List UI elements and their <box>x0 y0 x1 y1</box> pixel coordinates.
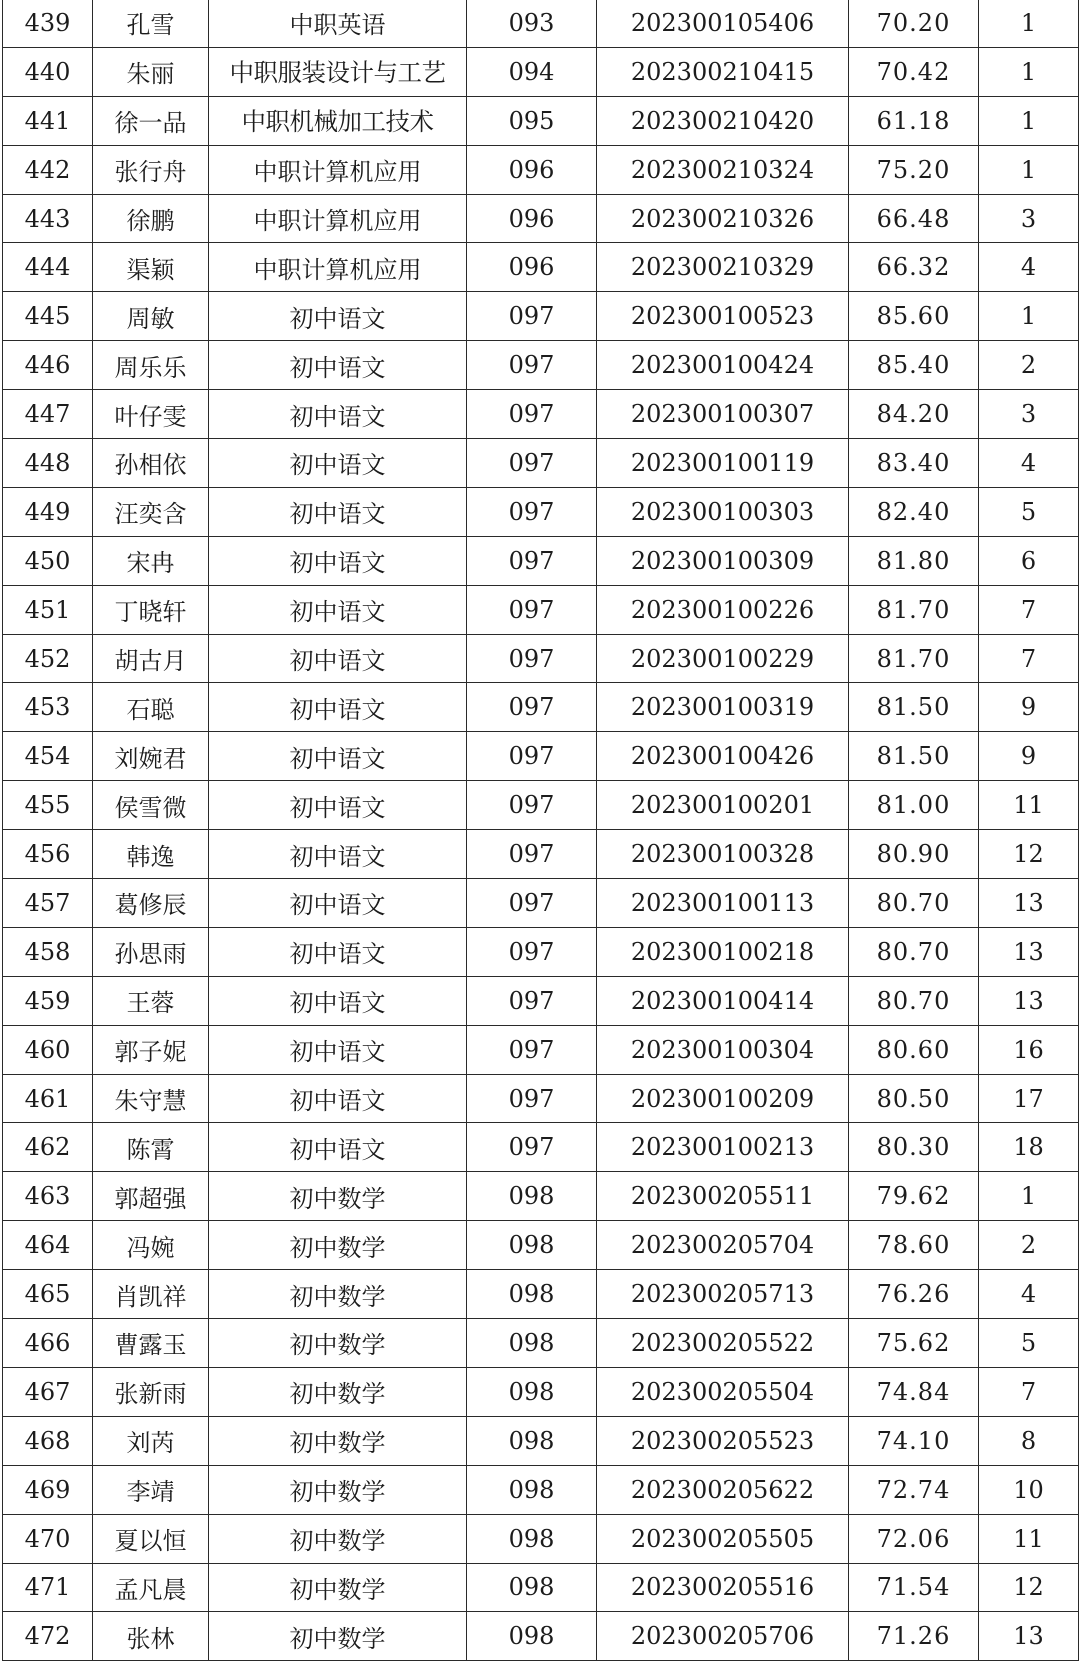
seq-cell: 443 <box>3 194 93 243</box>
subject-cell: 初中语文 <box>209 830 467 879</box>
position-code-cell: 096 <box>467 194 597 243</box>
rank-cell: 1 <box>979 96 1079 145</box>
table-row <box>3 292 1079 341</box>
subject-cell: 初中数学 <box>209 1612 467 1661</box>
table-row <box>3 1612 1079 1661</box>
ticket-number-cell: 202300100229 <box>597 634 849 683</box>
name-cell: 孙相依 <box>93 439 209 488</box>
name-cell: 丁晓轩 <box>93 585 209 634</box>
name-cell: 韩逸 <box>93 830 209 879</box>
score-cell: 76.26 <box>849 1270 979 1319</box>
seq-cell: 458 <box>3 927 93 976</box>
subject-cell: 初中数学 <box>209 1172 467 1221</box>
name-cell: 曹露玉 <box>93 1319 209 1368</box>
name-cell: 郭超强 <box>93 1172 209 1221</box>
subject-cell: 初中数学 <box>209 1465 467 1514</box>
score-cell: 83.40 <box>849 439 979 488</box>
name-cell: 宋冉 <box>93 536 209 585</box>
rank-cell: 17 <box>979 1074 1079 1123</box>
subject-cell: 初中数学 <box>209 1416 467 1465</box>
seq-cell: 441 <box>3 96 93 145</box>
position-code-cell: 097 <box>467 683 597 732</box>
table-row <box>3 439 1079 488</box>
ticket-number-cell: 202300210420 <box>597 96 849 145</box>
score-cell: 82.40 <box>849 487 979 536</box>
table-row <box>3 1270 1079 1319</box>
seq-cell: 470 <box>3 1514 93 1563</box>
ticket-number-cell: 202300205522 <box>597 1319 849 1368</box>
ticket-number-cell: 202300100218 <box>597 927 849 976</box>
score-cell: 75.62 <box>849 1319 979 1368</box>
name-cell: 张林 <box>93 1612 209 1661</box>
name-cell: 肖凯祥 <box>93 1270 209 1319</box>
rank-cell: 13 <box>979 879 1079 928</box>
table-row <box>3 879 1079 928</box>
subject-cell: 中职计算机应用 <box>209 194 467 243</box>
name-cell: 徐一品 <box>93 96 209 145</box>
rank-cell: 11 <box>979 781 1079 830</box>
table-row <box>3 732 1079 781</box>
position-code-cell: 098 <box>467 1319 597 1368</box>
rank-cell: 10 <box>979 1465 1079 1514</box>
table-row <box>3 976 1079 1025</box>
position-code-cell: 098 <box>467 1612 597 1661</box>
name-cell: 刘芮 <box>93 1416 209 1465</box>
subject-cell: 中职服装设计与工艺 <box>209 47 467 96</box>
seq-cell: 452 <box>3 634 93 683</box>
ticket-number-cell: 202300205516 <box>597 1563 849 1612</box>
subject-cell: 初中语文 <box>209 732 467 781</box>
table-row <box>3 1123 1079 1172</box>
subject-cell: 初中语文 <box>209 439 467 488</box>
seq-cell: 455 <box>3 781 93 830</box>
ticket-number-cell: 202300210326 <box>597 194 849 243</box>
table-row <box>3 585 1079 634</box>
seq-cell: 460 <box>3 1025 93 1074</box>
score-cell: 81.80 <box>849 536 979 585</box>
subject-cell: 初中数学 <box>209 1563 467 1612</box>
position-code-cell: 097 <box>467 976 597 1025</box>
position-code-cell: 097 <box>467 341 597 390</box>
rank-cell: 3 <box>979 390 1079 439</box>
rank-cell: 5 <box>979 487 1079 536</box>
subject-cell: 中职机械加工技术 <box>209 96 467 145</box>
position-code-cell: 097 <box>467 781 597 830</box>
ticket-number-cell: 202300100209 <box>597 1074 849 1123</box>
seq-cell: 472 <box>3 1612 93 1661</box>
subject-cell: 初中数学 <box>209 1319 467 1368</box>
score-cell: 79.62 <box>849 1172 979 1221</box>
name-cell: 葛修辰 <box>93 879 209 928</box>
table-row <box>3 243 1079 292</box>
seq-cell: 447 <box>3 390 93 439</box>
position-code-cell: 098 <box>467 1367 597 1416</box>
seq-cell: 461 <box>3 1074 93 1123</box>
table-row <box>3 341 1079 390</box>
position-code-cell: 097 <box>467 536 597 585</box>
rank-cell: 8 <box>979 1416 1079 1465</box>
rank-cell: 13 <box>979 976 1079 1025</box>
seq-cell: 465 <box>3 1270 93 1319</box>
seq-cell: 457 <box>3 879 93 928</box>
rank-cell: 11 <box>979 1514 1079 1563</box>
name-cell: 渠颖 <box>93 243 209 292</box>
rank-cell: 13 <box>979 1612 1079 1661</box>
table-row <box>3 47 1079 96</box>
table-row <box>3 487 1079 536</box>
score-cell: 70.42 <box>849 47 979 96</box>
name-cell: 朱丽 <box>93 47 209 96</box>
score-cell: 74.10 <box>849 1416 979 1465</box>
name-cell: 徐鹏 <box>93 194 209 243</box>
rank-cell: 12 <box>979 830 1079 879</box>
table-row <box>3 1514 1079 1563</box>
score-cell: 80.70 <box>849 927 979 976</box>
position-code-cell: 097 <box>467 1025 597 1074</box>
seq-cell: 453 <box>3 683 93 732</box>
subject-cell: 初中数学 <box>209 1514 467 1563</box>
ticket-number-cell: 202300205706 <box>597 1612 849 1661</box>
seq-cell: 450 <box>3 536 93 585</box>
ticket-number-cell: 202300210329 <box>597 243 849 292</box>
results-table <box>2 0 1079 1661</box>
rank-cell: 6 <box>979 536 1079 585</box>
ticket-number-cell: 202300205523 <box>597 1416 849 1465</box>
rank-cell: 7 <box>979 585 1079 634</box>
ticket-number-cell: 202300100119 <box>597 439 849 488</box>
ticket-number-cell: 202300100426 <box>597 732 849 781</box>
subject-cell: 初中语文 <box>209 1074 467 1123</box>
seq-cell: 466 <box>3 1319 93 1368</box>
rank-cell: 1 <box>979 1172 1079 1221</box>
seq-cell: 442 <box>3 145 93 194</box>
subject-cell: 初中语文 <box>209 487 467 536</box>
score-cell: 80.50 <box>849 1074 979 1123</box>
position-code-cell: 098 <box>467 1172 597 1221</box>
position-code-cell: 098 <box>467 1514 597 1563</box>
rank-cell: 1 <box>979 47 1079 96</box>
score-cell: 70.20 <box>849 0 979 47</box>
position-code-cell: 098 <box>467 1270 597 1319</box>
seq-cell: 462 <box>3 1123 93 1172</box>
position-code-cell: 094 <box>467 47 597 96</box>
ticket-number-cell: 202300205505 <box>597 1514 849 1563</box>
name-cell: 孔雪 <box>93 0 209 47</box>
position-code-cell: 095 <box>467 96 597 145</box>
ticket-number-cell: 202300100328 <box>597 830 849 879</box>
seq-cell: 446 <box>3 341 93 390</box>
score-cell: 71.54 <box>849 1563 979 1612</box>
name-cell: 夏以恒 <box>93 1514 209 1563</box>
position-code-cell: 097 <box>467 879 597 928</box>
ticket-number-cell: 202300210324 <box>597 145 849 194</box>
position-code-cell: 097 <box>467 292 597 341</box>
score-sheet <box>2 0 1078 1661</box>
table-row <box>3 536 1079 585</box>
table-row <box>3 781 1079 830</box>
ticket-number-cell: 202300100303 <box>597 487 849 536</box>
subject-cell: 中职计算机应用 <box>209 243 467 292</box>
name-cell: 周乐乐 <box>93 341 209 390</box>
score-cell: 66.48 <box>849 194 979 243</box>
ticket-number-cell: 202300100424 <box>597 341 849 390</box>
rank-cell: 1 <box>979 0 1079 47</box>
seq-cell: 439 <box>3 0 93 47</box>
score-cell: 80.30 <box>849 1123 979 1172</box>
position-code-cell: 098 <box>467 1221 597 1270</box>
table-row <box>3 1172 1079 1221</box>
subject-cell: 初中数学 <box>209 1270 467 1319</box>
subject-cell: 初中语文 <box>209 341 467 390</box>
score-cell: 78.60 <box>849 1221 979 1270</box>
rank-cell: 4 <box>979 1270 1079 1319</box>
rank-cell: 7 <box>979 634 1079 683</box>
name-cell: 李靖 <box>93 1465 209 1514</box>
score-cell: 80.90 <box>849 830 979 879</box>
table-row <box>3 194 1079 243</box>
subject-cell: 中职计算机应用 <box>209 145 467 194</box>
table-row <box>3 1563 1079 1612</box>
name-cell: 石聪 <box>93 683 209 732</box>
subject-cell: 中职英语 <box>209 0 467 47</box>
score-cell: 74.84 <box>849 1367 979 1416</box>
ticket-number-cell: 202300205704 <box>597 1221 849 1270</box>
seq-cell: 440 <box>3 47 93 96</box>
score-cell: 81.00 <box>849 781 979 830</box>
position-code-cell: 097 <box>467 487 597 536</box>
name-cell: 朱守慧 <box>93 1074 209 1123</box>
seq-cell: 456 <box>3 830 93 879</box>
table-row <box>3 1416 1079 1465</box>
score-cell: 80.60 <box>849 1025 979 1074</box>
position-code-cell: 097 <box>467 634 597 683</box>
rank-cell: 1 <box>979 292 1079 341</box>
table-row <box>3 1025 1079 1074</box>
ticket-number-cell: 202300100307 <box>597 390 849 439</box>
rank-cell: 7 <box>979 1367 1079 1416</box>
subject-cell: 初中语文 <box>209 634 467 683</box>
name-cell: 侯雪微 <box>93 781 209 830</box>
rank-cell: 9 <box>979 683 1079 732</box>
score-cell: 75.20 <box>849 145 979 194</box>
rank-cell: 3 <box>979 194 1079 243</box>
ticket-number-cell: 202300100319 <box>597 683 849 732</box>
ticket-number-cell: 202300205511 <box>597 1172 849 1221</box>
rank-cell: 1 <box>979 145 1079 194</box>
rank-cell: 2 <box>979 1221 1079 1270</box>
position-code-cell: 097 <box>467 1074 597 1123</box>
ticket-number-cell: 202300205504 <box>597 1367 849 1416</box>
score-cell: 84.20 <box>849 390 979 439</box>
rank-cell: 2 <box>979 341 1079 390</box>
table-row <box>3 1465 1079 1514</box>
seq-cell: 449 <box>3 487 93 536</box>
ticket-number-cell: 202300210415 <box>597 47 849 96</box>
seq-cell: 444 <box>3 243 93 292</box>
rank-cell: 16 <box>979 1025 1079 1074</box>
name-cell: 冯婉 <box>93 1221 209 1270</box>
subject-cell: 初中语文 <box>209 1123 467 1172</box>
position-code-cell: 098 <box>467 1465 597 1514</box>
score-cell: 81.70 <box>849 585 979 634</box>
subject-cell: 初中语文 <box>209 683 467 732</box>
name-cell: 张新雨 <box>93 1367 209 1416</box>
subject-cell: 初中数学 <box>209 1221 467 1270</box>
position-code-cell: 096 <box>467 145 597 194</box>
name-cell: 刘婉君 <box>93 732 209 781</box>
position-code-cell: 097 <box>467 732 597 781</box>
seq-cell: 459 <box>3 976 93 1025</box>
rank-cell: 4 <box>979 243 1079 292</box>
rank-cell: 9 <box>979 732 1079 781</box>
rank-cell: 5 <box>979 1319 1079 1368</box>
name-cell: 叶仔雯 <box>93 390 209 439</box>
table-row <box>3 1074 1079 1123</box>
table-row <box>3 1367 1079 1416</box>
seq-cell: 464 <box>3 1221 93 1270</box>
position-code-cell: 098 <box>467 1563 597 1612</box>
subject-cell: 初中语文 <box>209 585 467 634</box>
seq-cell: 454 <box>3 732 93 781</box>
name-cell: 陈霄 <box>93 1123 209 1172</box>
ticket-number-cell: 202300100113 <box>597 879 849 928</box>
table-row <box>3 927 1079 976</box>
table-row <box>3 390 1079 439</box>
subject-cell: 初中语文 <box>209 1025 467 1074</box>
rank-cell: 13 <box>979 927 1079 976</box>
ticket-number-cell: 202300205713 <box>597 1270 849 1319</box>
score-cell: 61.18 <box>849 96 979 145</box>
score-cell: 80.70 <box>849 976 979 1025</box>
rank-cell: 18 <box>979 1123 1079 1172</box>
position-code-cell: 097 <box>467 927 597 976</box>
score-cell: 81.50 <box>849 732 979 781</box>
rank-cell: 4 <box>979 439 1079 488</box>
ticket-number-cell: 202300205622 <box>597 1465 849 1514</box>
table-row <box>3 683 1079 732</box>
table-row <box>3 96 1079 145</box>
seq-cell: 448 <box>3 439 93 488</box>
seq-cell: 468 <box>3 1416 93 1465</box>
ticket-number-cell: 202300100309 <box>597 536 849 585</box>
subject-cell: 初中语文 <box>209 292 467 341</box>
position-code-cell: 097 <box>467 390 597 439</box>
table-row <box>3 0 1079 47</box>
name-cell: 张行舟 <box>93 145 209 194</box>
name-cell: 周敏 <box>93 292 209 341</box>
score-cell: 81.50 <box>849 683 979 732</box>
ticket-number-cell: 202300105406 <box>597 0 849 47</box>
name-cell: 孙思雨 <box>93 927 209 976</box>
position-code-cell: 093 <box>467 0 597 47</box>
position-code-cell: 097 <box>467 1123 597 1172</box>
subject-cell: 初中语文 <box>209 536 467 585</box>
name-cell: 汪奕含 <box>93 487 209 536</box>
table-row <box>3 1319 1079 1368</box>
subject-cell: 初中语文 <box>209 879 467 928</box>
name-cell: 王蓉 <box>93 976 209 1025</box>
table-row <box>3 830 1079 879</box>
score-cell: 71.26 <box>849 1612 979 1661</box>
ticket-number-cell: 202300100414 <box>597 976 849 1025</box>
score-cell: 85.40 <box>849 341 979 390</box>
subject-cell: 初中数学 <box>209 1367 467 1416</box>
ticket-number-cell: 202300100201 <box>597 781 849 830</box>
score-cell: 85.60 <box>849 292 979 341</box>
score-cell: 66.32 <box>849 243 979 292</box>
name-cell: 胡古月 <box>93 634 209 683</box>
subject-cell: 初中语文 <box>209 390 467 439</box>
score-cell: 72.06 <box>849 1514 979 1563</box>
position-code-cell: 097 <box>467 585 597 634</box>
position-code-cell: 096 <box>467 243 597 292</box>
ticket-number-cell: 202300100213 <box>597 1123 849 1172</box>
table-row <box>3 145 1079 194</box>
subject-cell: 初中语文 <box>209 927 467 976</box>
seq-cell: 451 <box>3 585 93 634</box>
position-code-cell: 097 <box>467 830 597 879</box>
rank-cell: 12 <box>979 1563 1079 1612</box>
ticket-number-cell: 202300100226 <box>597 585 849 634</box>
name-cell: 郭子妮 <box>93 1025 209 1074</box>
seq-cell: 469 <box>3 1465 93 1514</box>
seq-cell: 445 <box>3 292 93 341</box>
table-row <box>3 634 1079 683</box>
table-row <box>3 1221 1079 1270</box>
seq-cell: 471 <box>3 1563 93 1612</box>
score-cell: 72.74 <box>849 1465 979 1514</box>
position-code-cell: 097 <box>467 439 597 488</box>
subject-cell: 初中语文 <box>209 976 467 1025</box>
score-cell: 80.70 <box>849 879 979 928</box>
results-table-body <box>3 0 1079 1661</box>
position-code-cell: 098 <box>467 1416 597 1465</box>
name-cell: 孟凡晨 <box>93 1563 209 1612</box>
seq-cell: 463 <box>3 1172 93 1221</box>
score-cell: 81.70 <box>849 634 979 683</box>
ticket-number-cell: 202300100304 <box>597 1025 849 1074</box>
seq-cell: 467 <box>3 1367 93 1416</box>
subject-cell: 初中语文 <box>209 781 467 830</box>
ticket-number-cell: 202300100523 <box>597 292 849 341</box>
